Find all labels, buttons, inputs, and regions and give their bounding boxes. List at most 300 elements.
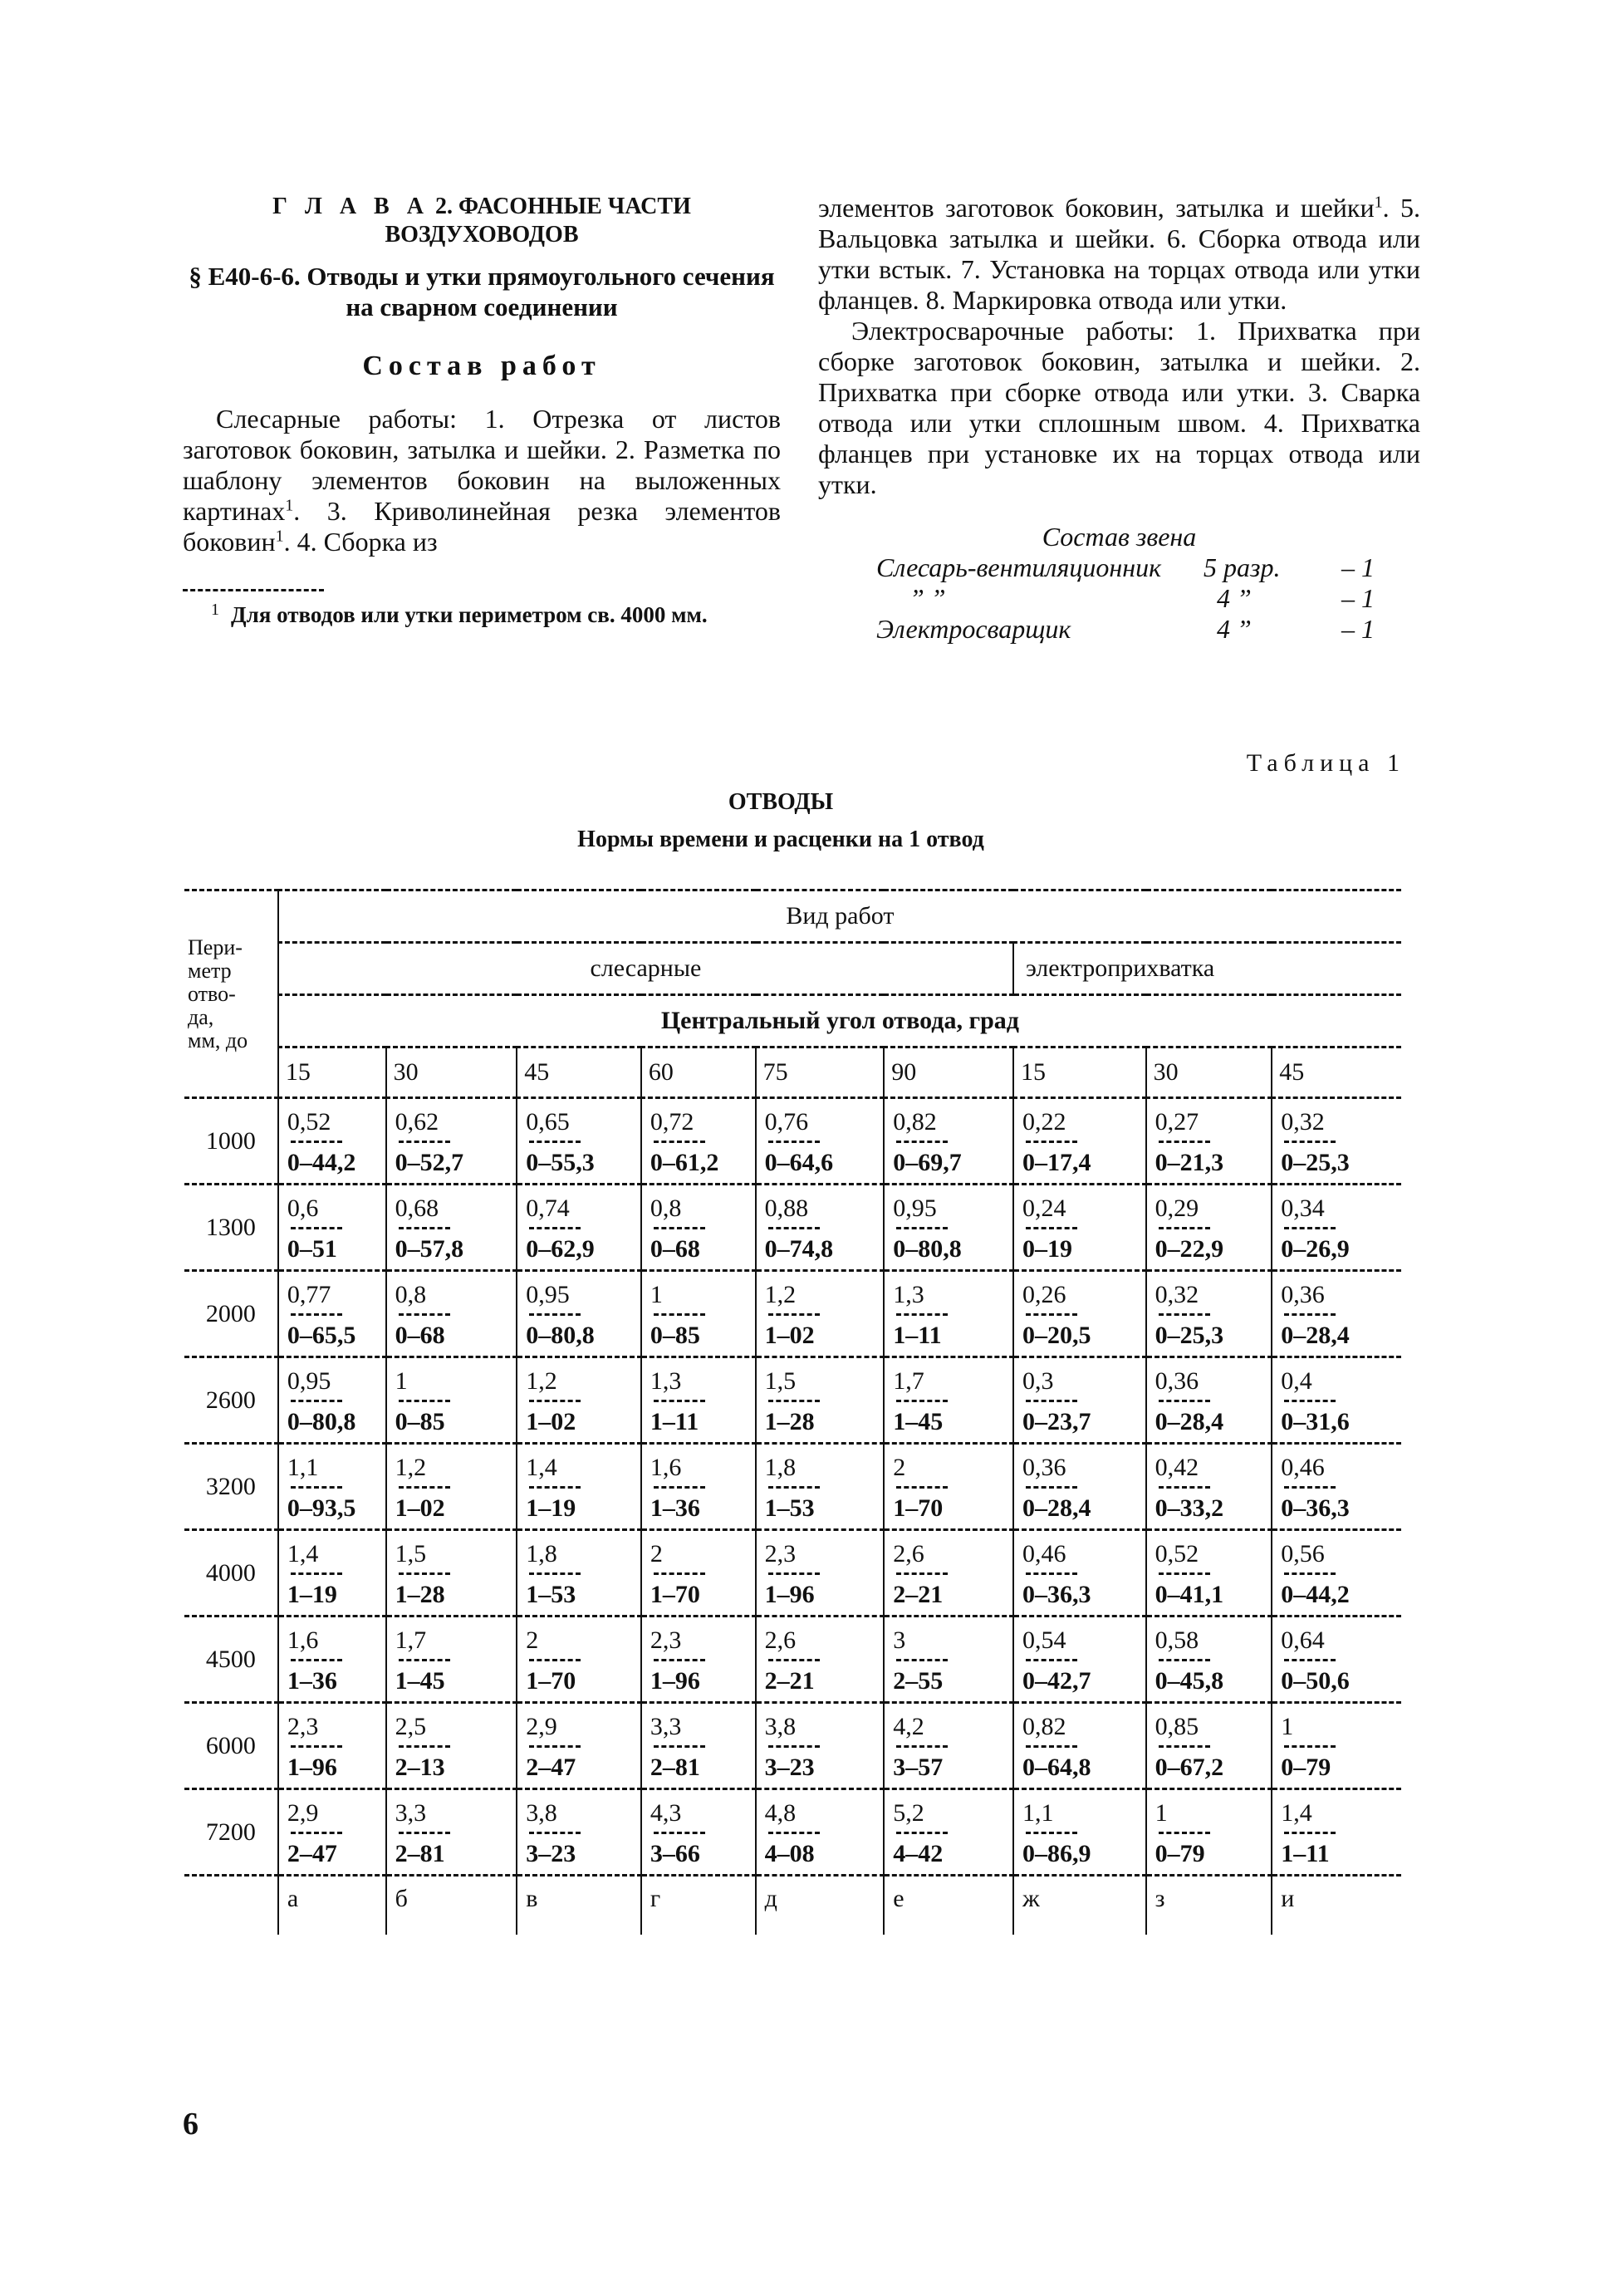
rate-value: 1–19 bbox=[526, 1494, 576, 1522]
norm-cell bbox=[1272, 1789, 1401, 1876]
column-letter: и bbox=[1272, 1876, 1401, 1935]
rate-value: 2–13 bbox=[395, 1754, 445, 1781]
time-norm: 0,46 bbox=[1022, 1540, 1066, 1567]
norm-cell bbox=[1013, 1357, 1146, 1444]
rate-value: 0–36,3 bbox=[1022, 1581, 1091, 1608]
perimeter-value: 1000 bbox=[184, 1098, 278, 1185]
time-norm: 1,1 bbox=[1022, 1799, 1054, 1827]
table-row bbox=[184, 1703, 1401, 1789]
perimeter-value: 4500 bbox=[184, 1617, 278, 1703]
norm-cell bbox=[1013, 1185, 1146, 1271]
rate-value: 1–36 bbox=[287, 1667, 337, 1695]
angle-value: 30 bbox=[1146, 1047, 1272, 1098]
time-norm: 0,4 bbox=[1281, 1367, 1312, 1395]
fraction-line bbox=[1159, 1141, 1210, 1143]
column-letter: з bbox=[1146, 1876, 1272, 1935]
right-paragraph-2: Электросварочные работы: 1. Прихватка при сборке заготовок боковин, затылка и шейки. 2. Прихватка при сборке отвода или утки. 3. Сварка отвода или утки сплошным швом. 4. Прихватка фланцев при установке их на торцах отвода или утки. bbox=[818, 316, 1420, 499]
crew-row bbox=[818, 552, 1420, 583]
fraction-line bbox=[768, 1141, 820, 1143]
perimeter-value: 7200 bbox=[184, 1789, 278, 1876]
norm-cell bbox=[756, 1185, 885, 1271]
time-norm: 4,3 bbox=[650, 1799, 682, 1827]
fraction-line bbox=[896, 1227, 948, 1229]
fraction-line bbox=[529, 1572, 581, 1575]
time-norm: 4,2 bbox=[893, 1713, 924, 1740]
rate-value: 1–70 bbox=[526, 1667, 576, 1695]
fraction-line bbox=[291, 1486, 342, 1489]
norm-cell bbox=[517, 1185, 641, 1271]
fraction-line bbox=[399, 1832, 450, 1834]
rate-value: 0–86,9 bbox=[1022, 1840, 1091, 1867]
rate-value: 0–67,2 bbox=[1155, 1754, 1224, 1781]
fraction-line bbox=[291, 1227, 342, 1229]
time-norm: 2,9 bbox=[526, 1713, 557, 1740]
time-norm: 1 bbox=[395, 1367, 408, 1395]
fraction-line bbox=[768, 1313, 820, 1316]
time-norm: 2 bbox=[650, 1540, 663, 1567]
rate-value: 0–93,5 bbox=[287, 1494, 356, 1522]
column-letter: д bbox=[756, 1876, 885, 1935]
norm-cell bbox=[1272, 1444, 1401, 1530]
angle-value: 15 bbox=[278, 1047, 386, 1098]
norm-cell bbox=[884, 1530, 1013, 1617]
norm-cell bbox=[1013, 1617, 1146, 1703]
time-norm: 3 bbox=[893, 1626, 906, 1654]
fraction-line bbox=[291, 1141, 342, 1143]
norm-cell bbox=[386, 1444, 517, 1530]
fraction-line bbox=[399, 1227, 450, 1229]
perimeter-header-line: да, bbox=[188, 1004, 214, 1029]
time-norm: 1,2 bbox=[764, 1281, 797, 1308]
norm-cell bbox=[641, 1185, 756, 1271]
angle-value: 75 bbox=[756, 1047, 885, 1098]
fraction-line bbox=[654, 1141, 705, 1143]
time-norm: 0,27 bbox=[1155, 1108, 1199, 1136]
fraction-line bbox=[1026, 1659, 1077, 1661]
rate-value: 0–25,3 bbox=[1155, 1322, 1224, 1349]
norm-cell bbox=[756, 1357, 885, 1444]
time-norm: 3,3 bbox=[395, 1799, 427, 1827]
norm-cell bbox=[756, 1703, 885, 1789]
time-norm: 1,5 bbox=[395, 1540, 427, 1567]
crew-name: Электросварщик bbox=[876, 614, 1071, 644]
time-norm: 2,5 bbox=[395, 1713, 427, 1740]
rate-value: 1–70 bbox=[893, 1494, 944, 1522]
time-norm: 0,64 bbox=[1281, 1626, 1325, 1654]
rate-value: 2–81 bbox=[395, 1840, 445, 1867]
work-heading: Состав работ bbox=[362, 351, 601, 381]
time-norm: 0,22 bbox=[1022, 1108, 1066, 1136]
fraction-line bbox=[1159, 1745, 1210, 1748]
fraction-line bbox=[896, 1745, 948, 1748]
fraction-line bbox=[768, 1400, 820, 1402]
norm-cell bbox=[278, 1098, 386, 1185]
norm-cell bbox=[1272, 1271, 1401, 1357]
perimeter-value: 3200 bbox=[184, 1444, 278, 1530]
time-norm: 0,29 bbox=[1155, 1195, 1199, 1222]
time-norm: 0,24 bbox=[1022, 1195, 1066, 1222]
time-norm: 1,6 bbox=[287, 1626, 319, 1654]
page-number: 6 bbox=[183, 2107, 199, 2141]
fraction-line bbox=[768, 1659, 820, 1661]
time-norm: 1,4 bbox=[526, 1454, 557, 1481]
rate-value: 0–80,8 bbox=[893, 1235, 962, 1263]
fraction-line bbox=[1026, 1400, 1077, 1402]
rate-value: 0–44,2 bbox=[1281, 1581, 1350, 1608]
fraction-line bbox=[529, 1400, 581, 1402]
time-norm: 0,6 bbox=[287, 1195, 319, 1222]
rate-value: 0–64,8 bbox=[1022, 1754, 1091, 1781]
fraction-line bbox=[1284, 1400, 1336, 1402]
time-norm: 0,85 bbox=[1155, 1713, 1199, 1740]
fraction-line bbox=[1284, 1486, 1336, 1489]
time-norm: 1,7 bbox=[893, 1367, 924, 1395]
fraction-line bbox=[896, 1400, 948, 1402]
rate-value: 0–51 bbox=[287, 1235, 337, 1263]
norm-cell bbox=[641, 1357, 756, 1444]
time-norm: 0,82 bbox=[893, 1108, 937, 1136]
group-tack-weld: электроприхватка bbox=[1013, 943, 1401, 995]
fraction-line bbox=[768, 1486, 820, 1489]
norm-cell bbox=[756, 1789, 885, 1876]
perimeter-value: 6000 bbox=[184, 1703, 278, 1789]
rate-value: 1–70 bbox=[650, 1581, 700, 1608]
rate-value: 1–28 bbox=[764, 1408, 815, 1435]
rate-value: 1–02 bbox=[764, 1322, 815, 1349]
rate-value: 1–36 bbox=[650, 1494, 700, 1522]
time-norm: 1,8 bbox=[526, 1540, 557, 1567]
time-norm: 0,65 bbox=[526, 1108, 570, 1136]
perimeter-value: 4000 bbox=[184, 1530, 278, 1617]
time-norm: 0,68 bbox=[395, 1195, 439, 1222]
crew-row bbox=[818, 614, 1420, 645]
norm-cell bbox=[278, 1271, 386, 1357]
chapter-label: Г Л А В А bbox=[272, 194, 429, 219]
table-row bbox=[184, 1098, 1401, 1185]
norm-cell bbox=[278, 1530, 386, 1617]
fraction-line bbox=[399, 1486, 450, 1489]
rate-value: 0–19 bbox=[1022, 1235, 1072, 1263]
norm-cell bbox=[1013, 1098, 1146, 1185]
rate-value: 0–74,8 bbox=[764, 1235, 834, 1263]
norm-cell bbox=[1146, 1271, 1272, 1357]
time-norm: 2,6 bbox=[764, 1626, 797, 1654]
rate-value: 0–45,8 bbox=[1155, 1667, 1224, 1695]
fraction-line bbox=[654, 1745, 705, 1748]
fraction-line bbox=[896, 1832, 948, 1834]
rate-value: 0–42,7 bbox=[1022, 1667, 1091, 1695]
fraction-line bbox=[654, 1572, 705, 1575]
fraction-line bbox=[1159, 1486, 1210, 1489]
fraction-line bbox=[1026, 1141, 1077, 1143]
time-norm: 0,95 bbox=[526, 1281, 570, 1308]
time-norm: 0,32 bbox=[1155, 1281, 1199, 1308]
rate-value: 1–02 bbox=[395, 1494, 445, 1522]
rate-value: 0–44,2 bbox=[287, 1149, 356, 1176]
footnote-mark: 1 bbox=[211, 601, 219, 619]
rate-value: 1–45 bbox=[395, 1667, 445, 1695]
crew-list bbox=[818, 552, 1420, 645]
fraction-line bbox=[1159, 1659, 1210, 1661]
table-number: Таблица 1 bbox=[1246, 749, 1405, 777]
perimeter-header-line: метр bbox=[188, 958, 232, 983]
footnote-ref: 1 bbox=[275, 527, 284, 546]
work-type-header: Вид работ bbox=[278, 890, 1401, 943]
fraction-line bbox=[768, 1227, 820, 1229]
time-norm: 2,3 bbox=[287, 1713, 319, 1740]
rate-value: 0–80,8 bbox=[287, 1408, 356, 1435]
fraction-line bbox=[896, 1486, 948, 1489]
fraction-line bbox=[768, 1745, 820, 1748]
norm-cell bbox=[1272, 1703, 1401, 1789]
time-norm: 2,3 bbox=[650, 1626, 682, 1654]
fraction-line bbox=[291, 1400, 342, 1402]
fraction-line bbox=[291, 1659, 342, 1661]
rate-value: 0–33,2 bbox=[1155, 1494, 1224, 1522]
fraction-line bbox=[1284, 1572, 1336, 1575]
rate-value: 2–55 bbox=[893, 1667, 944, 1695]
rate-value: 0–28,4 bbox=[1281, 1322, 1350, 1349]
norm-cell bbox=[1146, 1444, 1272, 1530]
time-norm: 1,3 bbox=[893, 1281, 924, 1308]
table-row bbox=[184, 1617, 1401, 1703]
rate-value: 0–17,4 bbox=[1022, 1149, 1091, 1176]
fraction-line bbox=[1284, 1141, 1336, 1143]
rate-value: 1–28 bbox=[395, 1581, 445, 1608]
rate-value: 0–85 bbox=[650, 1322, 700, 1349]
left-paragraph bbox=[183, 404, 781, 557]
rate-value: 3–23 bbox=[764, 1754, 815, 1781]
norm-cell bbox=[1013, 1703, 1146, 1789]
time-norm: 3,8 bbox=[764, 1713, 797, 1740]
rate-value: 0–25,3 bbox=[1281, 1149, 1350, 1176]
rate-value: 0–22,9 bbox=[1155, 1235, 1224, 1263]
angle-value: 30 bbox=[386, 1047, 517, 1098]
time-norm: 0,58 bbox=[1155, 1626, 1199, 1654]
column-letter: в bbox=[517, 1876, 641, 1935]
rate-value: 2–21 bbox=[893, 1581, 944, 1608]
perimeter-header bbox=[184, 890, 278, 1098]
rate-value: 1–96 bbox=[287, 1754, 337, 1781]
time-norm: 1,6 bbox=[650, 1454, 682, 1481]
rate-value: 0–50,6 bbox=[1281, 1667, 1350, 1695]
rate-value: 3–66 bbox=[650, 1840, 700, 1867]
time-norm: 2,9 bbox=[287, 1799, 319, 1827]
rate-value: 0–26,9 bbox=[1281, 1235, 1350, 1263]
time-norm: 1,4 bbox=[1281, 1799, 1312, 1827]
norm-cell bbox=[1146, 1617, 1272, 1703]
time-norm: 5,2 bbox=[893, 1799, 924, 1827]
norm-cell bbox=[517, 1617, 641, 1703]
norm-cell bbox=[1146, 1185, 1272, 1271]
fraction-line bbox=[291, 1313, 342, 1316]
rate-value: 0–79 bbox=[1155, 1840, 1205, 1867]
crew-grade: 5 разр. bbox=[1204, 552, 1281, 582]
fraction-line bbox=[1284, 1745, 1336, 1748]
fraction-line bbox=[768, 1572, 820, 1575]
norm-cell bbox=[641, 1789, 756, 1876]
time-norm: 0,8 bbox=[650, 1195, 682, 1222]
time-norm: 0,52 bbox=[1155, 1540, 1199, 1567]
norm-cell bbox=[1146, 1357, 1272, 1444]
norm-cell bbox=[884, 1357, 1013, 1444]
norm-cell bbox=[1146, 1789, 1272, 1876]
norm-cell bbox=[386, 1789, 517, 1876]
norm-cell bbox=[278, 1789, 386, 1876]
rate-value: 0–65,5 bbox=[287, 1322, 356, 1349]
norm-cell bbox=[517, 1530, 641, 1617]
perimeter-header-line: Пери- bbox=[188, 935, 243, 959]
angle-header: Центральный угол отвода, град bbox=[278, 995, 1401, 1047]
angle-value: 15 bbox=[1013, 1047, 1146, 1098]
fraction-line bbox=[1159, 1227, 1210, 1229]
crew-count: – 1 bbox=[1341, 614, 1375, 644]
left-text-part-2: . 3. Криволинейная резка элементов боковин bbox=[183, 496, 781, 557]
left-text-part-1: Слесарные работы: 1. Отрезка от листов заготовок боковин, затылка и шейки. 2. Разметка по шаблону элементов боковин на выложенных картинах bbox=[183, 404, 781, 526]
footnote bbox=[183, 601, 781, 628]
right-column bbox=[818, 193, 1420, 645]
rate-value: 2–47 bbox=[287, 1840, 337, 1867]
time-norm: 1 bbox=[650, 1281, 663, 1308]
section-title: § Е40-6-6. Отводы и утки прямоугольного сечения на сварном соединении bbox=[189, 262, 775, 321]
crew-count: – 1 bbox=[1341, 583, 1375, 613]
norm-cell bbox=[1013, 1789, 1146, 1876]
rate-value: 1–11 bbox=[650, 1408, 699, 1435]
rate-value: 3–23 bbox=[526, 1840, 576, 1867]
norm-cell bbox=[1013, 1271, 1146, 1357]
norm-cell bbox=[641, 1530, 756, 1617]
time-norm: 0,8 bbox=[395, 1281, 427, 1308]
crew-grade: 4 ” bbox=[1217, 583, 1252, 613]
norm-cell bbox=[884, 1789, 1013, 1876]
letter-spacer bbox=[184, 1876, 278, 1935]
rate-value: 4–42 bbox=[893, 1840, 944, 1867]
fraction-line bbox=[399, 1400, 450, 1402]
fraction-line bbox=[654, 1313, 705, 1316]
fraction-line bbox=[529, 1745, 581, 1748]
rate-value: 3–57 bbox=[893, 1754, 944, 1781]
fraction-line bbox=[1284, 1227, 1336, 1229]
fraction-line bbox=[291, 1572, 342, 1575]
fraction-line bbox=[1159, 1572, 1210, 1575]
norm-cell bbox=[1013, 1530, 1146, 1617]
column-letter: г bbox=[641, 1876, 756, 1935]
norm-cell bbox=[386, 1185, 517, 1271]
rate-value: 0–68 bbox=[650, 1235, 700, 1263]
time-norm: 0,76 bbox=[764, 1108, 809, 1136]
rate-value: 1–96 bbox=[764, 1581, 815, 1608]
fraction-line bbox=[896, 1572, 948, 1575]
time-norm: 0,62 bbox=[395, 1108, 439, 1136]
time-norm: 4,8 bbox=[764, 1799, 797, 1827]
norm-cell bbox=[1013, 1444, 1146, 1530]
table-row bbox=[184, 1185, 1401, 1271]
norm-cell bbox=[517, 1098, 641, 1185]
norm-cell bbox=[641, 1617, 756, 1703]
fraction-line bbox=[1284, 1659, 1336, 1661]
fraction-line bbox=[896, 1141, 948, 1143]
rate-value: 1–11 bbox=[893, 1322, 942, 1349]
rate-value: 0–62,9 bbox=[526, 1235, 595, 1263]
table-title: ОТВОДЫ bbox=[728, 789, 834, 815]
rate-value: 1–11 bbox=[1281, 1840, 1330, 1867]
norm-cell bbox=[278, 1617, 386, 1703]
norm-cell bbox=[386, 1617, 517, 1703]
right-paragraph-1 bbox=[818, 193, 1420, 316]
time-norm: 0,36 bbox=[1022, 1454, 1066, 1481]
rate-value: 1–53 bbox=[764, 1494, 815, 1522]
left-text-part-3: . 4. Сборка из bbox=[283, 527, 438, 557]
norm-cell bbox=[641, 1444, 756, 1530]
fraction-line bbox=[654, 1400, 705, 1402]
norm-cell bbox=[278, 1444, 386, 1530]
rate-value: 0–23,7 bbox=[1022, 1408, 1091, 1435]
norm-cell bbox=[517, 1789, 641, 1876]
table-row bbox=[184, 1530, 1401, 1617]
angle-value: 90 bbox=[884, 1047, 1013, 1098]
time-norm: 3,8 bbox=[526, 1799, 557, 1827]
rate-value: 0–80,8 bbox=[526, 1322, 595, 1349]
group-metalwork: слесарные bbox=[278, 943, 1013, 995]
column-letter: б bbox=[386, 1876, 517, 1935]
table-subtitle: Нормы времени и расценки на 1 отвод bbox=[577, 827, 984, 852]
table-body bbox=[184, 1098, 1401, 1876]
norm-cell bbox=[278, 1185, 386, 1271]
norm-cell bbox=[756, 1098, 885, 1185]
time-norm: 0,42 bbox=[1155, 1454, 1199, 1481]
time-norm: 0,26 bbox=[1022, 1281, 1066, 1308]
time-norm: 1,5 bbox=[764, 1367, 797, 1395]
footnote-text: Для отводов или утки периметром св. 4000 мм. bbox=[231, 602, 708, 627]
time-norm: 1,4 bbox=[287, 1540, 319, 1567]
table-row bbox=[184, 1271, 1401, 1357]
time-norm: 0,54 bbox=[1022, 1626, 1066, 1654]
fraction-line bbox=[1159, 1400, 1210, 1402]
perimeter-value: 1300 bbox=[184, 1185, 278, 1271]
fraction-line bbox=[529, 1313, 581, 1316]
fraction-line bbox=[1284, 1313, 1336, 1316]
time-norm: 0,36 bbox=[1281, 1281, 1325, 1308]
fraction-line bbox=[654, 1659, 705, 1661]
rate-value: 0–41,1 bbox=[1155, 1581, 1224, 1608]
fraction-line bbox=[1159, 1313, 1210, 1316]
time-norm: 0,32 bbox=[1281, 1108, 1325, 1136]
fraction-line bbox=[399, 1313, 450, 1316]
rate-value: 2–47 bbox=[526, 1754, 576, 1781]
norm-cell bbox=[1272, 1098, 1401, 1185]
fraction-line bbox=[1026, 1486, 1077, 1489]
column-letter: а bbox=[278, 1876, 386, 1935]
fraction-line bbox=[654, 1486, 705, 1489]
footnote-ref: 1 bbox=[1374, 193, 1383, 212]
time-norm: 0,95 bbox=[287, 1367, 331, 1395]
perimeter-header-line: мм, до bbox=[188, 1028, 248, 1052]
time-norm: 1,1 bbox=[287, 1454, 319, 1481]
fraction-line bbox=[654, 1832, 705, 1834]
rate-value: 0–28,4 bbox=[1022, 1494, 1091, 1522]
time-norm: 1,2 bbox=[395, 1454, 427, 1481]
footnote-ref: 1 bbox=[285, 496, 294, 515]
rate-value: 1–53 bbox=[526, 1581, 576, 1608]
chapter-title: 2. ФАСОННЫЕ ЧАСТИ ВОЗДУХОВОДОВ bbox=[385, 194, 691, 248]
perimeter-value: 2600 bbox=[184, 1357, 278, 1444]
norm-cell bbox=[517, 1357, 641, 1444]
time-norm: 2 bbox=[893, 1454, 906, 1481]
rate-value: 1–19 bbox=[287, 1581, 337, 1608]
time-norm: 1 bbox=[1281, 1713, 1294, 1740]
rate-value: 2–21 bbox=[764, 1667, 815, 1695]
fraction-line bbox=[1026, 1313, 1077, 1316]
